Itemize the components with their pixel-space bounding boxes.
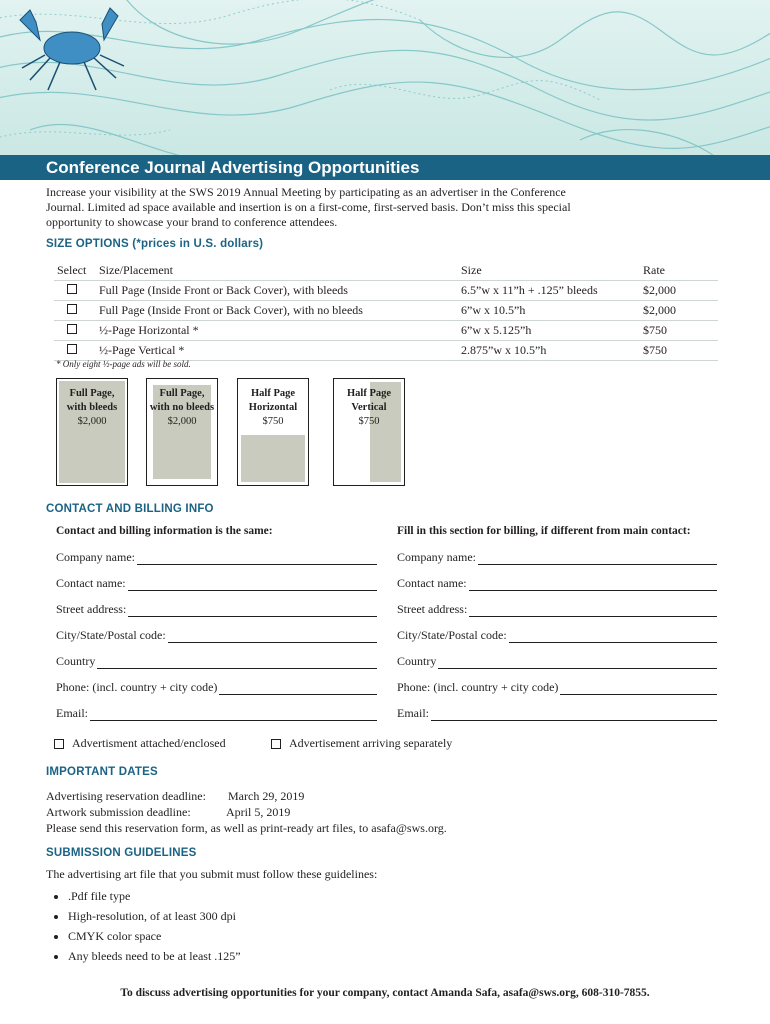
field-label: Company name:: [56, 550, 135, 564]
contact-footer: To discuss advertising opportunities for your company, contact Amanda Safa, asafa@sws.org, 608-310-7855.: [120, 987, 650, 999]
city-state-postal-field[interactable]: [56, 628, 377, 643]
field-label: Contact name:: [56, 576, 126, 590]
street-address-field[interactable]: [56, 602, 377, 617]
field-label: Country: [56, 654, 96, 668]
thumbnail-line2: with no bleeds: [149, 402, 215, 413]
important-dates-heading: IMPORTANT DATES: [46, 766, 158, 778]
thumbnail-half-vertical: [333, 378, 405, 486]
placement-cell: Full Page (Inside Front or Back Cover), with bleeds: [96, 281, 458, 301]
thumbnail-line2: Horizontal: [248, 402, 298, 413]
placement-cell: Full Page (Inside Front or Back Cover), with no bleeds: [96, 301, 458, 321]
artwork-deadline-value: April 5, 2019: [226, 805, 291, 819]
company-name-field[interactable]: [56, 550, 377, 565]
billing-contact-name-field[interactable]: [397, 576, 717, 591]
field-label: Contact name:: [397, 576, 467, 590]
field-label: Street address:: [56, 602, 127, 616]
list-item: • High-resolution, of at least 300 dpi: [68, 906, 377, 926]
billing-city-state-postal-field[interactable]: [397, 628, 717, 643]
billing-company-name-field[interactable]: [397, 550, 717, 565]
crab-illustration: [0, 0, 140, 110]
field-label: City/State/Postal code:: [397, 628, 507, 642]
advertisement-attached-checkbox[interactable]: [54, 739, 64, 749]
thumbnail-full-bleeds: [56, 378, 128, 486]
field-label: Phone: (incl. country + city code): [56, 680, 218, 694]
select-checkbox-full-bleeds[interactable]: [67, 284, 77, 294]
select-checkbox-full-no-bleeds[interactable]: [67, 304, 77, 314]
thumbnail-full-no-bleeds: [146, 378, 218, 486]
contact-right-heading: Fill in this section for billing, if different from main contact:: [397, 525, 691, 537]
thumbnail-line1: Half Page: [250, 388, 296, 399]
placement-cell: ½-Page Horizontal *: [96, 321, 458, 341]
title-bar: [0, 155, 770, 180]
size-cell: 2.875”w x 10.5”h: [458, 341, 640, 361]
rate-cell: $2,000: [640, 301, 718, 321]
rate-cell: $750: [640, 321, 718, 341]
reservation-deadline-row: [46, 788, 447, 804]
reservation-deadline-value: March 29, 2019: [228, 789, 305, 803]
artwork-deadline-label: Artwork submission deadline:: [46, 805, 191, 819]
thumbnail-line2: Vertical: [351, 402, 387, 413]
advertisement-attached-label: Advertisment attached/enclosed: [72, 736, 226, 750]
billing-country-field[interactable]: [397, 654, 717, 669]
artwork-deadline-row: [46, 804, 447, 820]
thumbnail-line1: Full Page,: [159, 388, 205, 399]
size-options-table: [54, 261, 718, 361]
placement-cell: ½-Page Vertical *: [96, 341, 458, 361]
thumbnail-price: $750: [262, 416, 284, 427]
billing-email-field[interactable]: [397, 706, 717, 721]
rate-cell: $2,000: [640, 281, 718, 301]
rate-cell: $750: [640, 341, 718, 361]
thumbnail-price: $2,000: [77, 416, 107, 427]
table-header-row: [54, 261, 718, 281]
send-reservation-note: Please send this reservation form, as well as print-ready art files, to asafa@sws.org.: [46, 821, 447, 835]
submission-guidelines: [46, 867, 377, 966]
field-label: Street address:: [397, 602, 468, 616]
guidelines-lead: The advertising art file that you submit must follow these guidelines:: [46, 867, 378, 881]
email-field[interactable]: [56, 706, 377, 721]
advertisement-separately-label: Advertisement arriving separately: [289, 736, 453, 750]
size-options-heading: SIZE OPTIONS (*prices in U.S. dollars): [46, 238, 264, 250]
contact-left-heading: Contact and billing information is the same:: [56, 525, 273, 537]
field-label: Country: [397, 654, 437, 668]
page-title: Conference Journal Advertising Opportunities: [46, 158, 420, 177]
table-row: [54, 281, 718, 301]
country-field[interactable]: [56, 654, 377, 669]
thumbnail-line2: with bleeds: [66, 402, 118, 413]
billing-phone-field[interactable]: [397, 680, 717, 695]
hero-banner: [0, 0, 770, 155]
size-cell: 6”w x 10.5”h: [458, 301, 640, 321]
thumbnail-price: $750: [358, 416, 380, 427]
contact-name-field[interactable]: [56, 576, 377, 591]
thumbnail-line1: Full Page,: [69, 388, 115, 399]
column-header-placement: Size/Placement: [96, 261, 458, 281]
thumbnail-line1: Half Page: [346, 388, 392, 399]
field-label: Phone: (incl. country + city code): [397, 680, 559, 694]
intro-paragraph: Increase your visibility at the SWS 2019 Annual Meeting by participating as an advertiser in the Conference Journal. Limited ad space available and insertion is on a first-come, first-served basis. Don’t miss this special opportunity to showcase your brand to conference attendees.: [46, 185, 571, 229]
important-dates: [46, 788, 447, 836]
column-header-select: Select: [54, 261, 96, 281]
select-checkbox-half-horizontal[interactable]: [67, 324, 77, 334]
list-item: • Any bleeds need to be at least .125”: [68, 946, 377, 966]
field-label: Email:: [397, 706, 429, 720]
billing-street-address-field[interactable]: [397, 602, 717, 617]
table-row: [54, 301, 718, 321]
phone-field[interactable]: [56, 680, 377, 695]
column-header-size: Size: [458, 261, 640, 281]
advertisement-attached-option[interactable]: [54, 736, 226, 751]
ad-area-fill: [241, 435, 305, 482]
guidelines-list: [46, 886, 377, 966]
reservation-deadline-label: Advertising reservation deadline:: [46, 789, 206, 803]
size-cell: 6.5”w x 11”h + .125” bleeds: [458, 281, 640, 301]
size-cell: 6”w x 5.125”h: [458, 321, 640, 341]
submission-guidelines-heading: SUBMISSION GUIDELINES: [46, 847, 197, 859]
column-header-rate: Rate: [640, 261, 718, 281]
field-label: Company name:: [397, 550, 476, 564]
select-checkbox-half-vertical[interactable]: [67, 344, 77, 354]
advertisement-separately-checkbox[interactable]: [271, 739, 281, 749]
half-page-note: * Only eight ½-page ads will be sold.: [56, 359, 191, 369]
table-row: [54, 341, 718, 361]
thumbnail-half-horizontal: [237, 378, 309, 486]
list-item: • .Pdf file type: [68, 886, 377, 906]
thumbnail-price: $2,000: [167, 416, 197, 427]
advertisement-separately-option[interactable]: [271, 736, 452, 751]
contact-heading: CONTACT AND BILLING INFO: [46, 503, 214, 515]
list-item: • CMYK color space: [68, 926, 377, 946]
table-row: [54, 321, 718, 341]
field-label: Email:: [56, 706, 88, 720]
field-label: City/State/Postal code:: [56, 628, 166, 642]
